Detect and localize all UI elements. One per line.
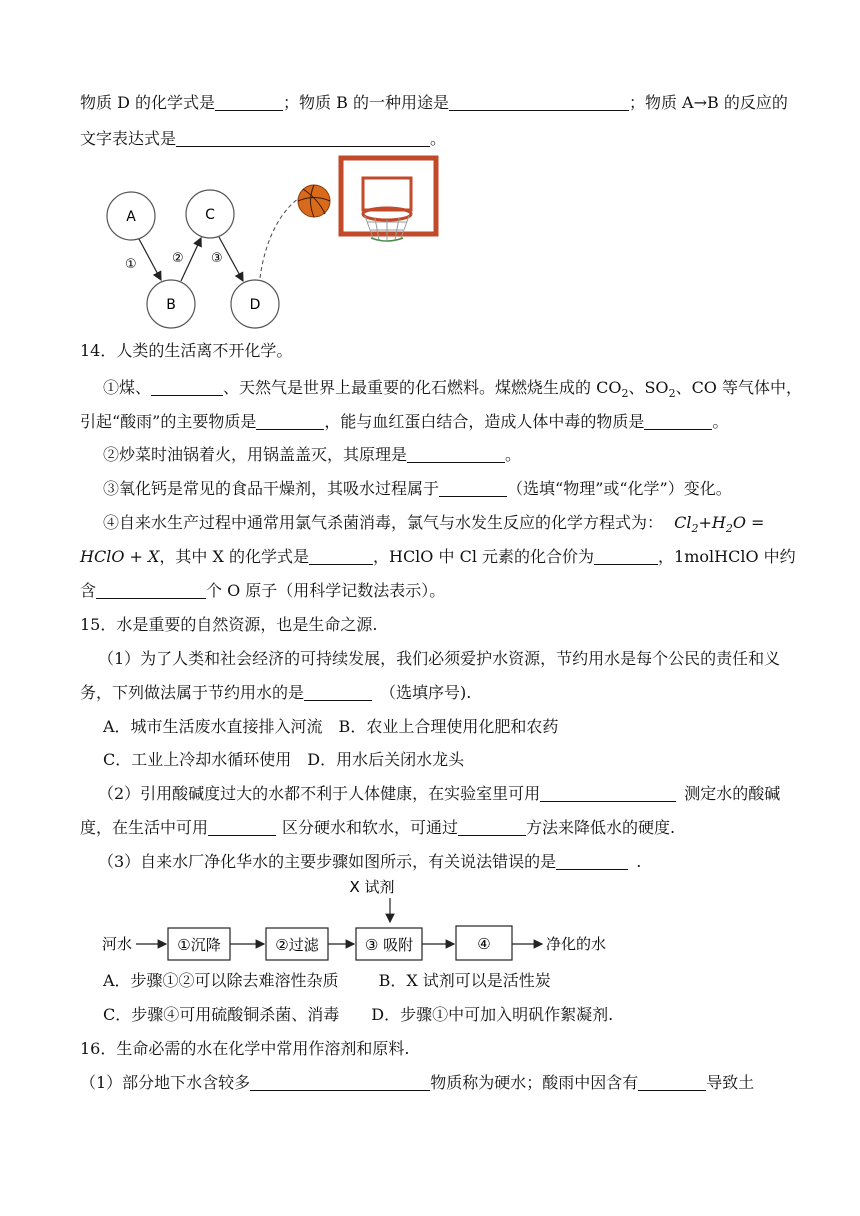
- step-box-four: [456, 926, 512, 960]
- svg-text:③ 吸附: ③ 吸附: [364, 936, 414, 954]
- answer-blank[interactable]: [458, 817, 526, 836]
- node-c: [186, 190, 234, 238]
- reaction-diagram: [95, 150, 445, 335]
- svg-text:C: C: [205, 207, 215, 223]
- arrow-a-b: [139, 239, 161, 280]
- q14-part4-cont: HClO + X，其中 X 的化学式是 ，HClO 中 Cl 元素的化合价为 ，1molHClO 中约: [80, 547, 796, 566]
- equation: $Cl_2+H_2O$ =: [674, 513, 765, 536]
- q14-part2: ②炒菜时油锅着火，用锅盖盖灭，其原理是 。: [103, 445, 522, 464]
- q15-part2-cont: 度，在生活中可用 区分硬水和软水，可通过 方法来降低水的硬度.: [80, 818, 676, 837]
- answer-blank[interactable]: [644, 411, 712, 430]
- step-label-1: ①: [125, 257, 137, 272]
- answer-blank[interactable]: [176, 128, 430, 147]
- q14-part3: ③氧化钙是常见的食品干燥剂，其吸水过程属于 （选填“物理”或“化学”）变化。: [103, 479, 732, 498]
- step-box-filtering: [266, 928, 328, 960]
- svg-text:D: D: [249, 297, 261, 313]
- q15-part3: （3）自来水厂净化华水的主要步骤如图所示，有关说法错误的是 .: [98, 852, 642, 871]
- svg-text:④: ④: [477, 935, 491, 953]
- q14-stem: 14．人类的生活离不开化学。: [80, 341, 293, 360]
- q13-line2: 文字表达式是 。: [80, 129, 447, 148]
- basketball-hoop-icon: [341, 158, 436, 241]
- answer-blank[interactable]: [556, 851, 628, 870]
- step-label-3: ③: [211, 251, 223, 266]
- q15-part2: （2）引用酸碱度过大的水都不利于人体健康，在实验室里可用 测定水的酸碱: [98, 784, 781, 803]
- answer-blank[interactable]: [250, 1072, 430, 1091]
- answer-blank[interactable]: [256, 411, 324, 430]
- svg-text:B: B: [166, 297, 176, 313]
- step-label-2: ②: [172, 251, 184, 266]
- arrow-b-c: [181, 238, 201, 281]
- node-a: [107, 192, 155, 240]
- answer-blank[interactable]: [309, 546, 373, 565]
- step-box-adsorption: [356, 928, 422, 960]
- q14-part4: ④自来水生产过程中通常用氯气杀菌消毒，氯气与水发生反应的化学方程式为： $Cl_2+H_2O$ =: [103, 513, 765, 536]
- reagent-label: X 试剂: [349, 878, 395, 896]
- water-purification-flowchart: [100, 872, 620, 968]
- node-d: [231, 280, 279, 328]
- q15-part1: （1）为了人类和社会经济的可持续发展，我们必须爱护水资源，节约用水是每个公民的责任和义: [98, 649, 781, 668]
- q14-part4-end: 含 个 O 原子（用科学记数法表示）。: [80, 581, 446, 600]
- trajectory-line: [260, 198, 299, 278]
- q15-part1-cont: 务，下列做法属于节约用水的是 （选填序号).: [80, 683, 472, 702]
- q13-line1: 物质 D 的化学式是 ；物质 B 的一种用途是 ；物质 A→B 的反应的: [80, 93, 788, 112]
- svg-text:①沉降: ①沉降: [177, 936, 221, 954]
- q15-option3-cd: C．步骤④可用硫酸铜杀菌、消毒 D．步骤①中可加入明矾作絮凝剂.: [103, 1005, 614, 1024]
- q15-option3-ab: A．步骤①②可以除去难溶性杂质 B．X 试剂可以是活性炭: [103, 971, 551, 990]
- answer-blank[interactable]: [304, 682, 372, 701]
- answer-blank[interactable]: [407, 444, 505, 463]
- answer-blank[interactable]: [449, 92, 629, 111]
- q16-part1: （1）部分地下水含较多 物质称为硬水；酸雨中因含有 导致土: [80, 1073, 755, 1092]
- svg-text:A: A: [126, 209, 136, 225]
- answer-blank[interactable]: [540, 783, 676, 802]
- output-label: 净化的水: [546, 935, 607, 953]
- answer-blank[interactable]: [594, 546, 658, 565]
- q14-part1-cont: 引起“酸雨”的主要物质是 ，能与血红蛋白结合，造成人体中毒的物质是 。: [80, 412, 729, 431]
- q15-stem: 15．水是重要的自然资源，也是生命之源.: [80, 615, 378, 634]
- source-label: 河水: [102, 935, 133, 953]
- answer-blank[interactable]: [96, 580, 206, 599]
- answer-blank[interactable]: [439, 478, 507, 497]
- q14-part1: ①煤、 、天然气是世界上最重要的化石燃料。煤燃烧生成的 $CO_2$、$SO_2$、CO 等气体中，: [103, 378, 803, 401]
- q15-options-ab: A．城市生活废水直接排入河流 B．农业上合理使用化肥和农药: [103, 717, 559, 736]
- answer-blank[interactable]: [151, 377, 223, 396]
- q16-stem: 16．生命必需的水在化学中常用作溶剂和原料.: [80, 1039, 410, 1058]
- answer-blank[interactable]: [208, 817, 276, 836]
- basketball-icon: [298, 185, 330, 217]
- svg-text:②过滤: ②过滤: [275, 936, 319, 954]
- answer-blank[interactable]: [638, 1072, 706, 1091]
- q15-options-cd: C．工业上冷却水循环使用 D．用水后关闭水龙头: [103, 750, 465, 769]
- step-box-settling: [168, 928, 230, 960]
- node-b: [147, 280, 195, 328]
- answer-blank[interactable]: [215, 92, 283, 111]
